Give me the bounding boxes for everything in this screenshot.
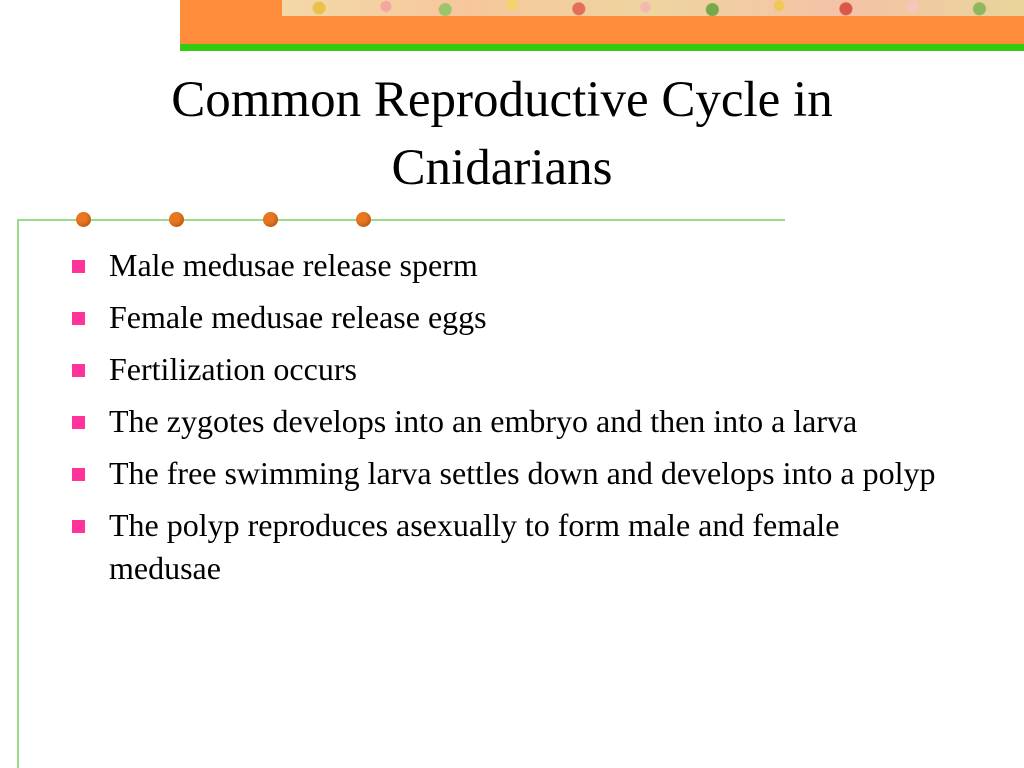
bullet-text: The free swimming larva settles down and develops into a polyp [109, 455, 936, 491]
bullet-item [72, 504, 952, 590]
divider-dot-2 [169, 212, 184, 227]
bullet-text: The zygotes develops into an embryo and then into a larva [109, 403, 858, 439]
bullet-text: Male medusae release sperm [109, 247, 478, 283]
bullet-text: The polyp reproduces asexually to form male and female medusae [109, 507, 840, 586]
green-accent-bar [180, 44, 1024, 51]
divider-dot-3 [263, 212, 278, 227]
bullet-item [72, 452, 952, 495]
divider-dot-1 [76, 212, 91, 227]
title-divider [17, 219, 785, 221]
square-bullet-icon [72, 416, 85, 429]
square-bullet-icon [72, 260, 85, 273]
bullet-text: Fertilization occurs [109, 351, 357, 387]
slide-title-line2: Cnidarians [391, 140, 613, 196]
square-bullet-icon [72, 520, 85, 533]
bullet-item [72, 348, 952, 391]
slide-title-line1: Common Reproductive Cycle in [171, 72, 833, 128]
bullet-list [72, 244, 952, 599]
bullet-item [72, 400, 952, 443]
slide-title [40, 66, 964, 202]
floral-banner-image [282, 0, 1024, 16]
left-vertical-rule [17, 220, 19, 768]
bullet-item [72, 296, 952, 339]
square-bullet-icon [72, 468, 85, 481]
square-bullet-icon [72, 312, 85, 325]
square-bullet-icon [72, 364, 85, 377]
bullet-text: Female medusae release eggs [109, 299, 487, 335]
divider-dot-4 [356, 212, 371, 227]
bullet-item [72, 244, 952, 287]
